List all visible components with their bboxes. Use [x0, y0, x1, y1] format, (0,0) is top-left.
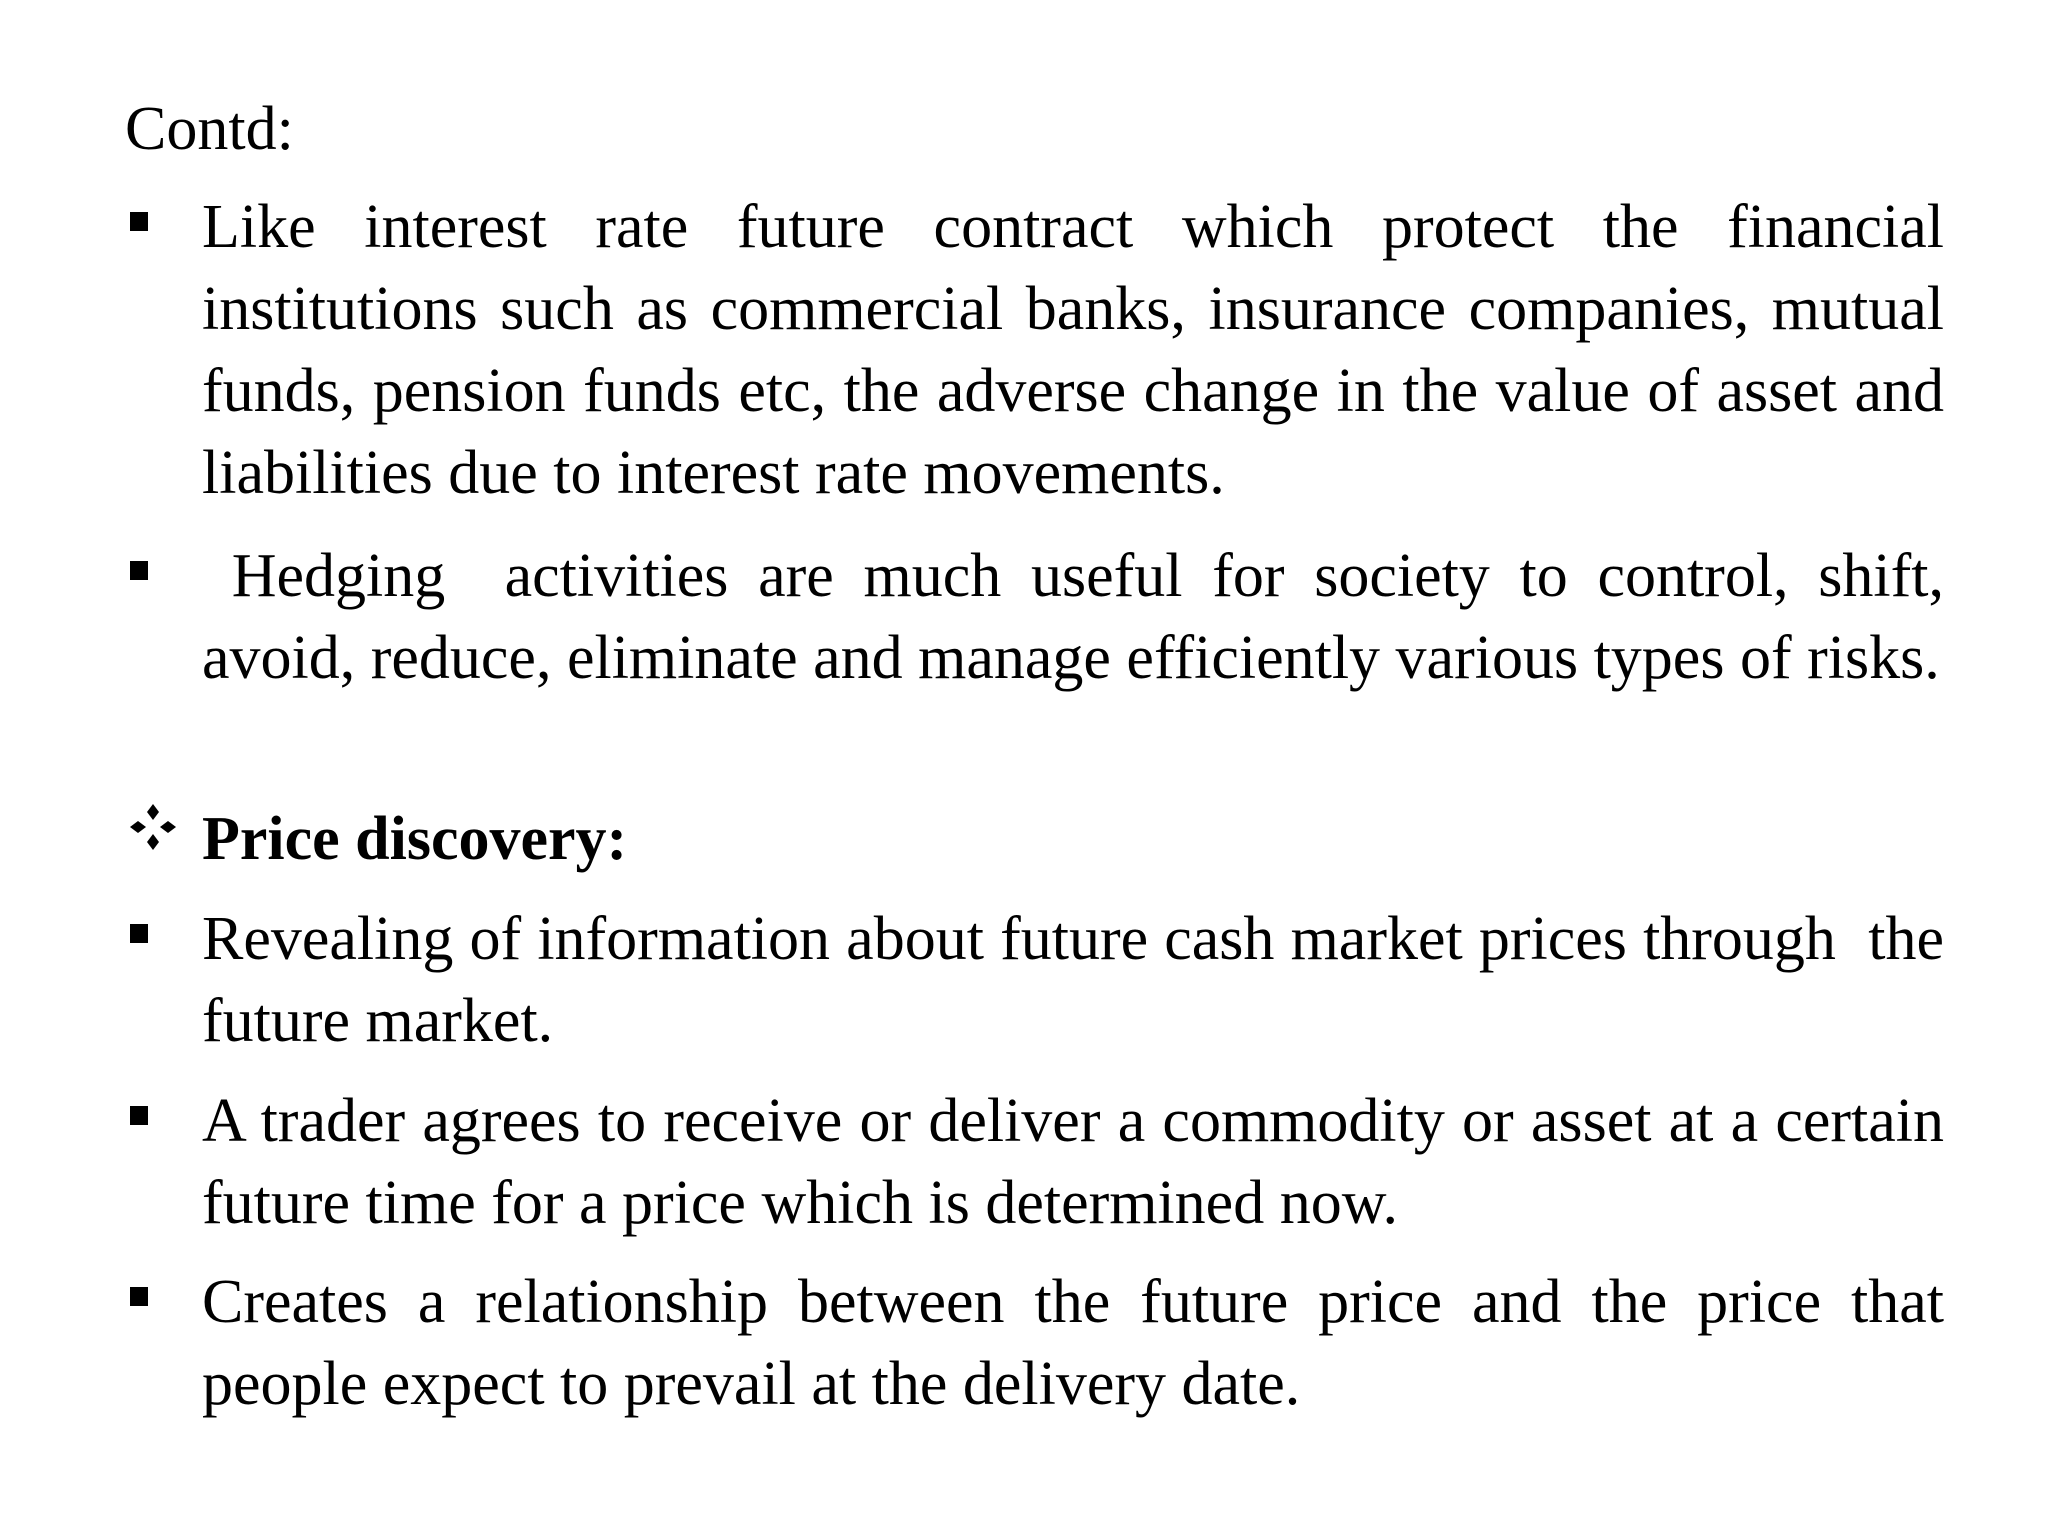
square-bullet-icon [128, 898, 188, 980]
bullet-text: Creates a relationship between the future price and the price that people expect to prevail at the delivery date. [202, 1268, 1944, 1418]
bullet-text: Hedging activities are much useful for society to control, shift, avoid, reduce, eliminate and manage efficiently various types of risks. [202, 542, 1960, 692]
section-heading: Price discovery: [202, 805, 628, 873]
slide-heading: Contd: [125, 95, 294, 163]
square-bullet-icon [128, 1080, 188, 1162]
square-bullet-icon [128, 535, 188, 617]
bullet-text: A trader agrees to receive or deliver a commodity or asset at a certain future time for a price which is determined now. [202, 1087, 1944, 1237]
square-bullet-icon [128, 186, 188, 268]
bullet-text: Revealing of information about future cash market prices through the future market. [202, 905, 1960, 1055]
diamond-bullet-icon [128, 798, 188, 880]
bullet-text: Like interest rate future contract which protect the financial institutions such as commercial banks, insurance companies, mutual funds, pension funds etc, the adverse change in the value of asset and liabilities due to interest rate movements. [202, 193, 1944, 507]
square-bullet-icon [128, 1261, 188, 1343]
